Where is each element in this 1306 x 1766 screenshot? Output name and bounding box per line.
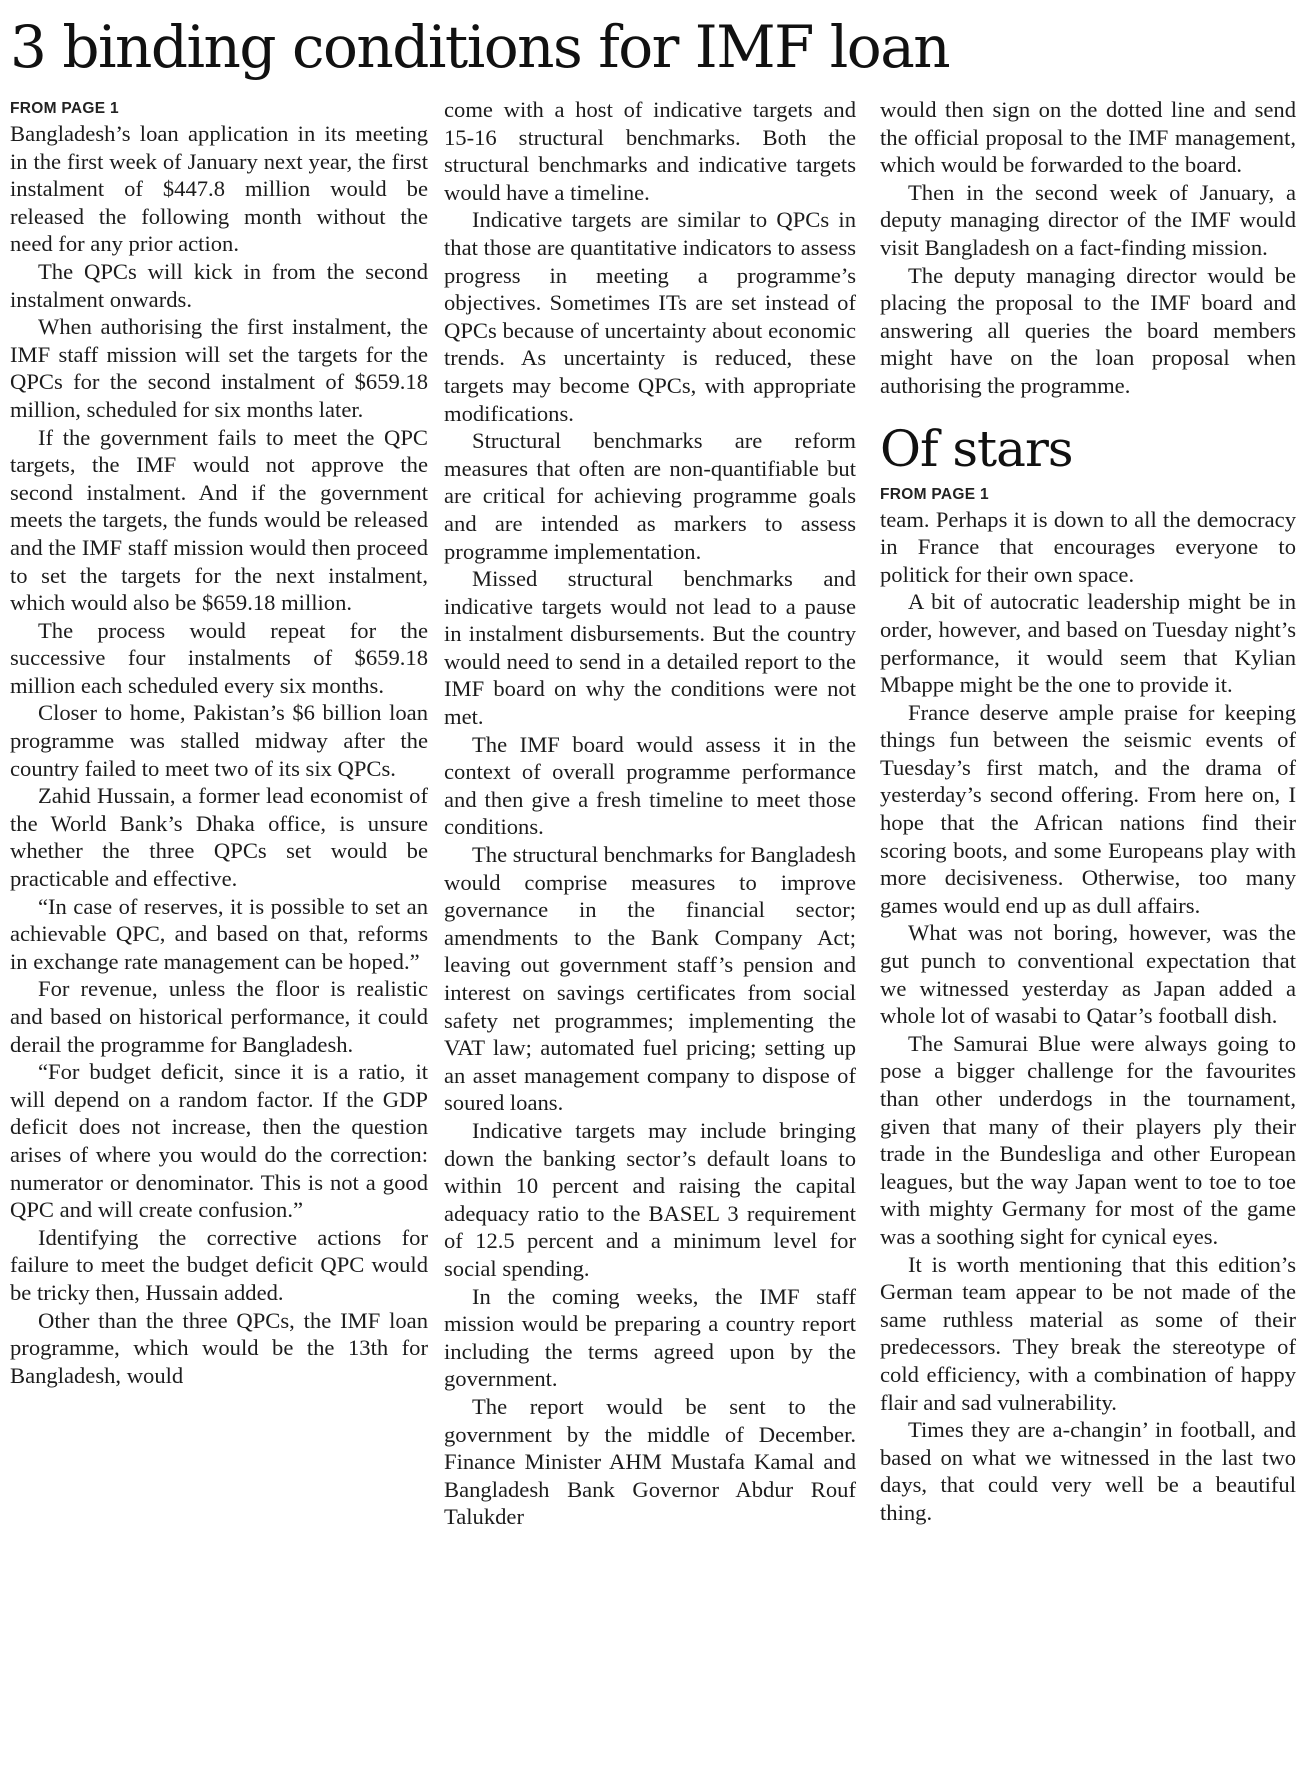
- paragraph: In the coming weeks, the IMF staff mission would be preparing a country report including the terms agreed upon by the government.: [444, 1283, 856, 1392]
- article-column-1: [10, 100, 428, 1760]
- paragraph: “For budget deficit, since it is a ratio, it will depend on a random factor. If the GDP deficit does not increase, then the question arises of where you would do the correction: numerator or denominator. This is not a good QPC and will create confusion.”: [10, 1059, 428, 1223]
- paragraph: The deputy managing director would be placing the proposal to the IMF board and answering all queries the board members might have on the loan proposal when authorising the programme.: [880, 262, 1296, 398]
- paragraph: The QPCs will kick in from the second instalment onwards.: [10, 258, 428, 312]
- paragraph: The IMF board would assess it in the context of overall programme performance and then give a fresh timeline to meet those conditions.: [444, 731, 856, 840]
- paragraph: The Samurai Blue were always going to pose a bigger challenge for the favourites than other underdogs in the tournament, given that many of their players ply their trade in the Bundesliga and other European leagues, but the way Japan went to toe to toe with mighty Germany for most of the game was a soothing sight for cynical eyes.: [880, 1030, 1296, 1249]
- paragraph: France deserve ample praise for keeping things fun between the seismic events of Tuesday’s first match, and the drama of yesterday’s second offering. From here on, I hope that the African nations find their scoring boots, and some Europeans play with more decisiveness. Otherwise, too many games would end up as dull affairs.: [880, 699, 1296, 918]
- article-2-headline: Of stars: [880, 419, 1073, 478]
- paragraph: When authorising the first instalment, the IMF staff mission will set the targets for the QPCs for the second instalment of $659.18 million, scheduled for six months later.: [10, 314, 428, 422]
- paragraph: A bit of autocratic leadership might be in order, however, and based on Tuesday night’s performance, it would seem that Kylian Mbappe might be the one to provide it.: [880, 589, 1296, 698]
- paragraph: Indicative targets are similar to QPCs in that those are quantitative indicators to assess progress in meeting a programme’s objectives. Sometimes ITs are set instead of QPCs because of uncertainty about economic trends. As uncertainty is reduced, these targets may become QPCs, with appropriate modifications.: [444, 207, 856, 426]
- paragraph: The structural benchmarks for Bangladesh would comprise measures to improve governance in the financial sector; amendments to the Bank Company Act; leaving out government staff’s pension and interest on savings certificates from social safety net programmes; implementing the VAT law; automated fuel pricing; setting up an asset management company to dispose of soured loans.: [444, 842, 856, 1116]
- paragraph: It is worth mentioning that this edition’s German team appear to be not made of the same ruthless material as some of their predecessors. They break the stereotype of cold efficiency, with a combination of happy flair and sad vulnerability.: [880, 1251, 1296, 1415]
- paragraph: team. Perhaps it is down to all the democracy in France that encourages everyone to politick for their own space.: [880, 506, 1296, 587]
- paragraph: The process would repeat for the successive four instalments of $659.18 million each scheduled every six months.: [10, 617, 428, 698]
- paragraph: For revenue, unless the floor is realistic and based on historical performance, it could derail the programme for Bangladesh.: [10, 976, 428, 1057]
- paragraph: Zahid Hussain, a former lead economist of the World Bank’s Dhaka office, is unsure whether the three QPCs set would be practicable and effective.: [10, 783, 428, 892]
- paragraph: Then in the second week of January, a deputy managing director of the IMF would visit Bangladesh on a fact-finding mission.: [880, 179, 1296, 260]
- from-page-label: FROM PAGE 1: [10, 100, 119, 117]
- paragraph: Other than the three QPCs, the IMF loan programme, which would be the 13th for Bangladesh, would: [10, 1307, 428, 1388]
- article-column-2: [444, 96, 856, 1756]
- paragraph: Identifying the corrective actions for failure to meet the budget deficit QPC would be tricky then, Hussain added.: [10, 1224, 428, 1305]
- paragraph: What was not boring, however, was the gut punch to conventional expectation that we witnessed yesterday as Japan added a whole lot of wasabi to Qatar’s football dish.: [880, 920, 1296, 1029]
- paragraph: “In case of reserves, it is possible to set an achievable QPC, and based on that, reforms in exchange rate management can be hoped.”: [10, 893, 428, 974]
- paragraph: The report would be sent to the government by the middle of December. Finance Minister AHM Mustafa Kamal and Bangladesh Bank Governor Abdur Rouf Talukder: [444, 1393, 856, 1530]
- paragraph: Missed structural benchmarks and indicative targets would not lead to a pause in instalment disbursements. But the country would need to send in a detailed report to the IMF board on why the conditions were not met.: [444, 566, 856, 730]
- paragraph: Indicative targets may include bringing down the banking sector’s default loans to within 10 percent and raising the capital adequacy ratio to the BASEL 3 requirement of 12.5 percent and a minimum level for social spending.: [444, 1117, 856, 1281]
- paragraph: Closer to home, Pakistan’s $6 billion loan programme was stalled midway after the country failed to meet two of its six QPCs.: [10, 700, 428, 781]
- paragraph: Times they are a-changin’ in football, and based on what we witnessed in the last two days, that could very well be a beautiful thing.: [880, 1417, 1296, 1525]
- paragraph: come with a host of indicative targets and 15-16 structural benchmarks. Both the structural benchmarks and indicative targets would have a timeline.: [444, 97, 856, 205]
- article-headline: 3 binding conditions for IMF loan: [10, 13, 950, 81]
- paragraph: Bangladesh’s loan application in its meeting in the first week of January next year, the first instalment of $447.8 million would be released the following month without the need for any prior action.: [10, 121, 428, 257]
- article-column-3: [880, 96, 1296, 1756]
- paragraph: would then sign on the dotted line and send the official proposal to the IMF management, which would be forwarded to the board.: [880, 97, 1296, 178]
- paragraph: Structural benchmarks are reform measures that often are non-quantifiable but are critical for achieving programme goals and are intended as markers to assess programme implementation.: [444, 428, 856, 564]
- paragraph: If the government fails to meet the QPC targets, the IMF would not approve the second instalment. And if the government meets the targets, the funds would be released and the IMF staff mission would then proceed to set the targets for the next instalment, which would also be $659.18 million.: [10, 424, 428, 616]
- from-page-label: FROM PAGE 1: [880, 485, 989, 503]
